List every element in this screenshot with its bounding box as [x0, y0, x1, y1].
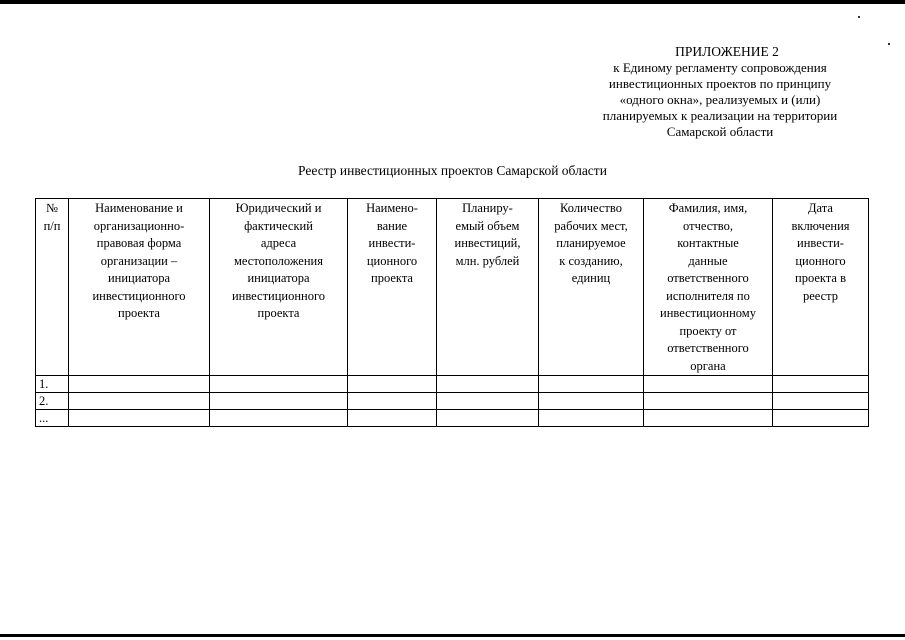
header-line: правовая форма	[96, 236, 182, 250]
header-line: проекта	[118, 306, 160, 320]
empty-cell	[539, 410, 644, 427]
header-line: ответственного	[667, 271, 749, 285]
empty-cell	[644, 410, 773, 427]
header-line: контактные	[677, 236, 739, 250]
header-col-responsible	[644, 199, 773, 376]
header-line: инициатора	[247, 271, 310, 285]
header-line: местоположения	[234, 253, 323, 268]
header-line: Наимено-	[366, 201, 418, 215]
empty-cell	[437, 410, 539, 427]
header-line: организации –	[100, 253, 178, 268]
header-line: инвестиционному	[660, 306, 756, 320]
header-col-jobs	[539, 199, 644, 376]
appendix-line: планируемых к реализации на территории	[602, 108, 838, 123]
registry-table	[35, 198, 869, 427]
empty-cell	[348, 393, 437, 410]
header-line: п/п	[43, 218, 61, 233]
empty-cell	[773, 393, 869, 410]
header-line: организационно-	[93, 218, 185, 233]
header-line: проекта	[257, 306, 300, 320]
empty-cell	[210, 376, 348, 393]
header-line: адреса	[260, 236, 297, 250]
header-line: инвестиционного	[231, 288, 326, 303]
header-line: проекта в	[795, 271, 846, 285]
appendix-line: инвестиционных проектов по принципу	[608, 76, 832, 91]
header-line: инвестиций,	[454, 236, 521, 250]
empty-cell	[210, 410, 348, 427]
row-number: ...	[36, 410, 69, 427]
header-col-inclusion-date	[773, 199, 869, 376]
header-line: исполнителя по	[666, 288, 750, 303]
appendix-title: ПРИЛОЖЕНИЕ 2	[675, 44, 779, 59]
page-bottom-edge	[0, 634, 905, 637]
header-line: Количество	[560, 201, 622, 215]
empty-cell	[69, 410, 210, 427]
empty-cell	[773, 410, 869, 427]
registry-header-row	[36, 199, 869, 376]
empty-cell	[69, 376, 210, 393]
header-line: органа	[690, 358, 726, 373]
appendix-line: «одного окна», реализуемых и (или)	[619, 92, 821, 107]
page-top-edge	[0, 0, 905, 4]
header-line: проекта	[371, 271, 413, 285]
header-line: к созданию,	[559, 253, 623, 268]
header-line: Дата	[808, 201, 833, 215]
header-line: рабочих мест,	[554, 218, 628, 233]
header-line: реестр	[802, 288, 839, 303]
empty-cell	[644, 393, 773, 410]
empty-cell	[210, 393, 348, 410]
header-line: №	[46, 201, 58, 215]
header-line: ционного	[366, 253, 418, 268]
header-line: Наименование и	[95, 201, 183, 215]
appendix-header	[560, 44, 880, 140]
header-col-investment	[437, 199, 539, 376]
header-line: единиц	[571, 271, 611, 285]
empty-cell	[437, 376, 539, 393]
empty-cell	[773, 376, 869, 393]
header-line: проекту от	[679, 323, 737, 338]
registry-title: Реестр инвестиционных проектов Самарской области	[298, 163, 607, 178]
appendix-line: Самарской области	[666, 124, 774, 139]
registry-body	[36, 376, 869, 427]
scan-speck	[858, 16, 860, 18]
scan-speck	[888, 43, 890, 45]
header-line: инвестиционного	[92, 288, 186, 303]
header-line: данные	[688, 253, 728, 268]
header-col-project-name	[348, 199, 437, 376]
empty-cell	[437, 393, 539, 410]
header-line: включения	[791, 218, 850, 233]
empty-cell	[644, 376, 773, 393]
header-line: ответственного	[667, 341, 749, 355]
header-line: фактический	[244, 218, 313, 233]
header-line: планируемое	[556, 236, 626, 250]
row-number: 2.	[36, 393, 69, 410]
header-line: емый объем	[455, 218, 520, 233]
header-line: инвести-	[368, 236, 416, 250]
empty-cell	[539, 376, 644, 393]
header-line: Планиру-	[462, 201, 513, 215]
header-line: млн. рублей	[455, 253, 520, 268]
appendix-line: к Единому регламенту сопровождения	[613, 60, 827, 75]
empty-cell	[69, 393, 210, 410]
header-line: инвести-	[797, 236, 844, 250]
header-line: Фамилия, имя,	[668, 201, 748, 215]
table-row	[36, 410, 869, 427]
header-line: инициатора	[107, 271, 171, 285]
header-line: ционного	[795, 253, 846, 268]
empty-cell	[539, 393, 644, 410]
header-line: отчество,	[683, 218, 733, 233]
header-line: Юридический и	[235, 201, 322, 215]
header-col-address	[210, 199, 348, 376]
header-col-number	[36, 199, 69, 376]
table-row	[36, 393, 869, 410]
table-row	[36, 376, 869, 393]
row-number: 1.	[36, 376, 69, 393]
empty-cell	[348, 376, 437, 393]
header-line: вание	[376, 218, 408, 233]
empty-cell	[348, 410, 437, 427]
header-col-organization	[69, 199, 210, 376]
